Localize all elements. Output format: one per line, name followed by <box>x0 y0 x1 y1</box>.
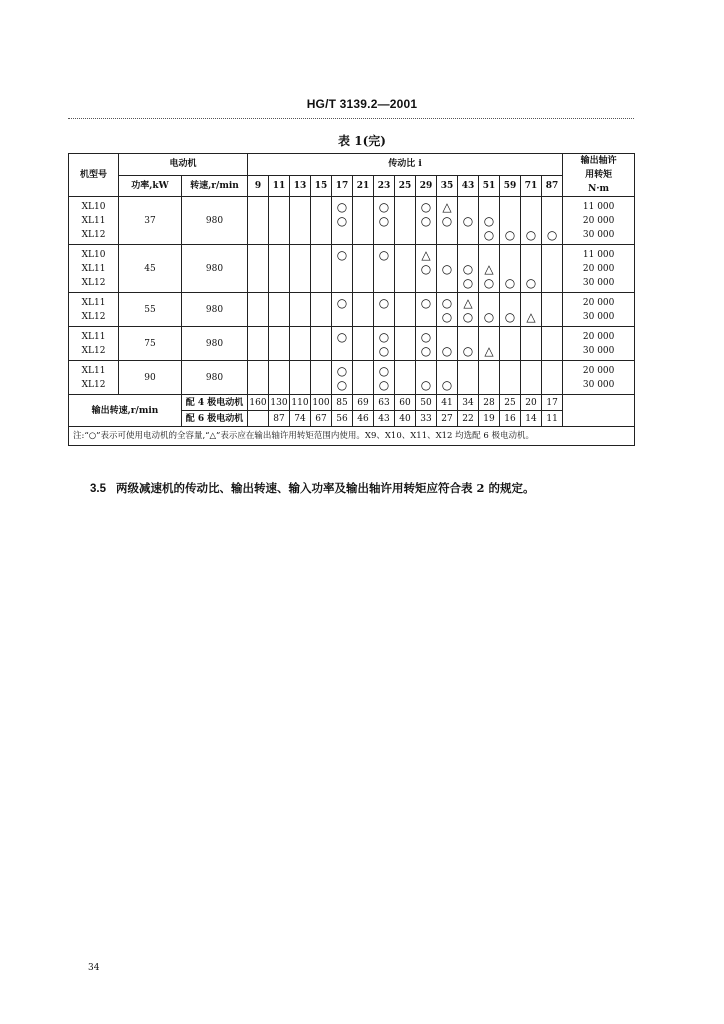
torque-cell <box>563 197 635 245</box>
model-name: XL11 <box>81 215 106 226</box>
power-cell: 37 <box>119 197 182 245</box>
power-cell: 90 <box>119 361 182 395</box>
speed-value <box>248 411 269 427</box>
circle-mark: ○ <box>462 261 474 276</box>
speed-value: 20 <box>521 395 542 411</box>
ratio-cell <box>479 361 500 395</box>
ratio-cell <box>395 197 416 245</box>
ratio-cell <box>542 245 563 293</box>
circle-mark: ○ <box>462 275 474 290</box>
ratio-cell <box>290 245 311 293</box>
speed-cell: 980 <box>182 245 248 293</box>
speed-value: 22 <box>458 411 479 427</box>
ratio-cell <box>332 245 353 293</box>
circle-mark: ○ <box>525 275 537 290</box>
speed-value: 110 <box>290 395 311 411</box>
header-ratio: 传动比 i <box>248 154 563 176</box>
ratio-cell <box>269 361 290 395</box>
ratio-cell <box>395 293 416 327</box>
circle-mark: ○ <box>378 199 390 214</box>
header-power: 功率,kW <box>119 175 182 197</box>
torque-cell <box>563 361 635 395</box>
ratio-cell <box>353 327 374 361</box>
document-header: HG/T 3139.2—2001 <box>306 97 418 111</box>
reducer-table <box>68 153 635 446</box>
ratio-cell <box>542 327 563 361</box>
circle-mark: ○ <box>378 213 390 228</box>
ratio-header-cell: 51 <box>479 175 500 197</box>
speed-value: 25 <box>500 395 521 411</box>
circle-mark: ○ <box>441 261 453 276</box>
ratio-cell <box>311 197 332 245</box>
ratio-cell <box>332 197 353 245</box>
circle-mark: ○ <box>336 377 348 392</box>
circle-mark: ○ <box>483 309 495 324</box>
ratio-cell <box>458 197 479 245</box>
ratio-cell <box>479 293 500 327</box>
speed-value: 27 <box>437 411 458 427</box>
header-torque-line: 输出轴许 <box>580 156 617 166</box>
speed-value: 34 <box>458 395 479 411</box>
speed-value: 160 <box>248 395 269 411</box>
ratio-cell <box>479 245 500 293</box>
header-model: 机型号 <box>69 154 119 197</box>
circle-mark: ○ <box>441 213 453 228</box>
circle-mark: ○ <box>420 295 432 310</box>
ratio-cell <box>353 361 374 395</box>
torque-value: 30 000 <box>582 379 615 390</box>
torque-value: 20 000 <box>582 331 615 342</box>
torque-value: 20 000 <box>582 365 615 376</box>
ratio-cell <box>458 293 479 327</box>
table-body <box>69 154 635 446</box>
circle-mark: ○ <box>378 295 390 310</box>
torque-value: 20 000 <box>582 297 615 308</box>
ratio-cell <box>374 245 395 293</box>
ratio-cell <box>500 327 521 361</box>
ratio-cell <box>500 293 521 327</box>
circle-mark: ○ <box>462 309 474 324</box>
circle-mark: ○ <box>441 309 453 324</box>
ratio-cell <box>395 361 416 395</box>
torque-value: 30 000 <box>582 311 615 322</box>
speed-value: 67 <box>311 411 332 427</box>
ratio-cell <box>311 245 332 293</box>
ratio-cell <box>521 293 542 327</box>
ratio-cell <box>416 327 437 361</box>
ratio-cell <box>374 293 395 327</box>
circle-mark: ○ <box>336 329 348 344</box>
ratio-cell <box>311 327 332 361</box>
ratio-cell <box>353 197 374 245</box>
clause-number: 3.5 <box>90 483 106 495</box>
ratio-cell <box>290 361 311 395</box>
speed-value: 56 <box>332 411 353 427</box>
ratio-header-cell: 15 <box>311 175 332 197</box>
table-row <box>69 293 635 327</box>
torque-value: 20 000 <box>582 263 615 274</box>
circle-mark: ○ <box>420 329 432 344</box>
circle-mark: ○ <box>420 343 432 358</box>
speed-value: 16 <box>500 411 521 427</box>
power-cell: 75 <box>119 327 182 361</box>
speed-cell: 980 <box>182 293 248 327</box>
table-container <box>68 153 634 446</box>
header-speed: 转速,r/min <box>182 175 248 197</box>
circle-mark: ○ <box>378 377 390 392</box>
ratio-cell <box>248 245 269 293</box>
ratio-cell <box>374 327 395 361</box>
note-row <box>69 427 635 446</box>
model-name: XL12 <box>81 311 106 322</box>
ratio-cell <box>269 327 290 361</box>
ratio-cell <box>458 361 479 395</box>
speed-value: 85 <box>332 395 353 411</box>
power-cell: 45 <box>119 245 182 293</box>
speed-value: 43 <box>374 411 395 427</box>
torque-value: 30 000 <box>582 229 615 240</box>
ratio-cell <box>290 327 311 361</box>
model-cell <box>69 245 119 293</box>
model-cell <box>69 327 119 361</box>
circle-mark: ○ <box>420 213 432 228</box>
ratio-cell <box>437 245 458 293</box>
header-motor: 电动机 <box>119 154 248 176</box>
table-row <box>69 197 635 245</box>
speed-value: 28 <box>479 395 500 411</box>
ratio-header-cell: 29 <box>416 175 437 197</box>
circle-mark: ○ <box>378 247 390 262</box>
ratio-cell <box>269 293 290 327</box>
circle-mark: ○ <box>336 247 348 262</box>
model-name: XL11 <box>81 365 106 376</box>
ratio-header-cell: 21 <box>353 175 374 197</box>
header-torque <box>563 154 635 197</box>
model-name: XL11 <box>81 331 106 342</box>
ratio-header-cell: 11 <box>269 175 290 197</box>
ratio-cell <box>290 197 311 245</box>
speed-value: 33 <box>416 411 437 427</box>
circle-mark: ○ <box>441 295 453 310</box>
table-row <box>69 245 635 293</box>
output-speed-label: 输出转速,r/min <box>69 395 182 427</box>
triangle-mark: △ <box>526 309 536 324</box>
model-name: XL10 <box>81 201 106 212</box>
speed-value: 100 <box>311 395 332 411</box>
page-number: 34 <box>88 963 100 973</box>
triangle-mark: △ <box>442 199 452 214</box>
speed-value: 17 <box>542 395 563 411</box>
circle-mark: ○ <box>420 261 432 276</box>
torque-cell <box>563 327 635 361</box>
ratio-cell <box>416 197 437 245</box>
ratio-cell <box>521 245 542 293</box>
model-name: XL10 <box>81 249 106 260</box>
circle-mark: ○ <box>462 343 474 358</box>
table-note: 注:“○”表示可使用电动机的全容量,“△”表示应在输出轴许用转矩范围内使用。X9、X10、X11、X12 均选配 6 极电动机。 <box>69 427 635 446</box>
ratio-cell <box>521 197 542 245</box>
table-row <box>69 361 635 395</box>
torque-value: 20 000 <box>582 215 615 226</box>
ratio-cell <box>332 327 353 361</box>
ratio-header-cell: 43 <box>458 175 479 197</box>
speed-value: 41 <box>437 395 458 411</box>
speed-value: 19 <box>479 411 500 427</box>
ratio-header-cell: 59 <box>500 175 521 197</box>
ratio-cell <box>248 293 269 327</box>
circle-mark: ○ <box>504 309 516 324</box>
circle-mark: ○ <box>336 199 348 214</box>
model-name: XL12 <box>81 345 106 356</box>
ratio-cell <box>479 197 500 245</box>
ratio-cell <box>521 361 542 395</box>
ratio-header-cell: 25 <box>395 175 416 197</box>
header-torque-line: N·m <box>588 184 610 194</box>
ratio-header-cell: 35 <box>437 175 458 197</box>
ratio-cell <box>416 361 437 395</box>
ratio-header-cell: 87 <box>542 175 563 197</box>
speed-value: 74 <box>290 411 311 427</box>
speed-value: 87 <box>269 411 290 427</box>
speed-value: 14 <box>521 411 542 427</box>
ratio-cell <box>332 293 353 327</box>
output-speed-row <box>69 395 635 411</box>
ratio-cell <box>437 361 458 395</box>
model-name: XL11 <box>81 297 106 308</box>
ratio-header-cell: 9 <box>248 175 269 197</box>
speed-value: 63 <box>374 395 395 411</box>
ratio-cell <box>395 245 416 293</box>
torque-value: 11 000 <box>582 201 615 212</box>
speed-value: 60 <box>395 395 416 411</box>
ratio-cell <box>500 245 521 293</box>
triangle-mark: △ <box>484 343 494 358</box>
ratio-cell <box>269 245 290 293</box>
ratio-cell <box>290 293 311 327</box>
circle-mark: ○ <box>546 227 558 242</box>
ratio-header-cell: 17 <box>332 175 353 197</box>
circle-mark: ○ <box>378 329 390 344</box>
model-name: XL12 <box>81 229 106 240</box>
ratio-cell <box>437 293 458 327</box>
speed-value: 46 <box>353 411 374 427</box>
circle-mark: ○ <box>483 275 495 290</box>
speed-value: 69 <box>353 395 374 411</box>
circle-mark: ○ <box>441 343 453 358</box>
ratio-cell <box>500 361 521 395</box>
ratio-cell <box>542 293 563 327</box>
circle-mark: ○ <box>462 213 474 228</box>
clause-3-5 <box>90 480 535 496</box>
triangle-mark: △ <box>421 247 431 262</box>
model-cell <box>69 197 119 245</box>
model-cell <box>69 361 119 395</box>
circle-mark: ○ <box>420 199 432 214</box>
header-torque-line: 用转矩 <box>585 170 613 180</box>
ratio-cell <box>458 245 479 293</box>
model-name: XL12 <box>81 379 106 390</box>
header-rule <box>68 118 634 119</box>
ratio-cell <box>416 293 437 327</box>
torque-value: 30 000 <box>582 277 615 288</box>
circle-mark: ○ <box>441 377 453 392</box>
ratio-cell <box>437 327 458 361</box>
ratio-cell <box>248 361 269 395</box>
speed-value: 11 <box>542 411 563 427</box>
speed-value: 130 <box>269 395 290 411</box>
ratio-cell <box>248 327 269 361</box>
ratio-cell <box>248 197 269 245</box>
circle-mark: ○ <box>483 227 495 242</box>
circle-mark: ○ <box>336 363 348 378</box>
speed-cell: 980 <box>182 327 248 361</box>
ratio-cell <box>374 197 395 245</box>
ratio-cell <box>542 361 563 395</box>
triangle-mark: △ <box>463 295 473 310</box>
ratio-cell <box>500 197 521 245</box>
circle-mark: ○ <box>336 295 348 310</box>
ratio-cell <box>416 245 437 293</box>
model-cell <box>69 293 119 327</box>
torque-cell <box>563 245 635 293</box>
circle-mark: ○ <box>525 227 537 242</box>
ratio-cell <box>311 293 332 327</box>
circle-mark: ○ <box>504 227 516 242</box>
ratio-cell <box>353 245 374 293</box>
circle-mark: ○ <box>483 213 495 228</box>
model-name: XL12 <box>81 277 106 288</box>
ratio-cell <box>311 361 332 395</box>
ratio-cell <box>479 327 500 361</box>
ratio-cell <box>458 327 479 361</box>
speed-value: 40 <box>395 411 416 427</box>
model-name: XL11 <box>81 263 106 274</box>
ratio-cell <box>395 327 416 361</box>
circle-mark: ○ <box>378 343 390 358</box>
torque-value: 11 000 <box>582 249 615 260</box>
circle-mark: ○ <box>378 363 390 378</box>
table-row <box>69 327 635 361</box>
ratio-cell <box>269 197 290 245</box>
speed-value: 50 <box>416 395 437 411</box>
ratio-header-cell: 13 <box>290 175 311 197</box>
speed-cell: 980 <box>182 197 248 245</box>
ratio-cell <box>542 197 563 245</box>
triangle-mark: △ <box>484 261 494 276</box>
pole4-label: 配 4 极电动机 <box>182 395 248 411</box>
power-cell: 55 <box>119 293 182 327</box>
ratio-cell <box>374 361 395 395</box>
ratio-header-cell: 71 <box>521 175 542 197</box>
ratio-header-cell: 23 <box>374 175 395 197</box>
torque-cell <box>563 293 635 327</box>
ratio-cell <box>332 361 353 395</box>
empty-cell <box>563 395 635 427</box>
circle-mark: ○ <box>420 377 432 392</box>
circle-mark: ○ <box>336 213 348 228</box>
ratio-cell <box>437 197 458 245</box>
ratio-cell <box>353 293 374 327</box>
table-caption: 表 1(完) <box>338 134 386 148</box>
clause-text: 两级减速机的传动比、输出转速、输入功率及输出轴许用转矩应符合表 2 的规定。 <box>116 481 535 495</box>
torque-value: 30 000 <box>582 345 615 356</box>
ratio-cell <box>521 327 542 361</box>
pole6-label: 配 6 极电动机 <box>182 411 248 427</box>
speed-cell: 980 <box>182 361 248 395</box>
circle-mark: ○ <box>504 275 516 290</box>
